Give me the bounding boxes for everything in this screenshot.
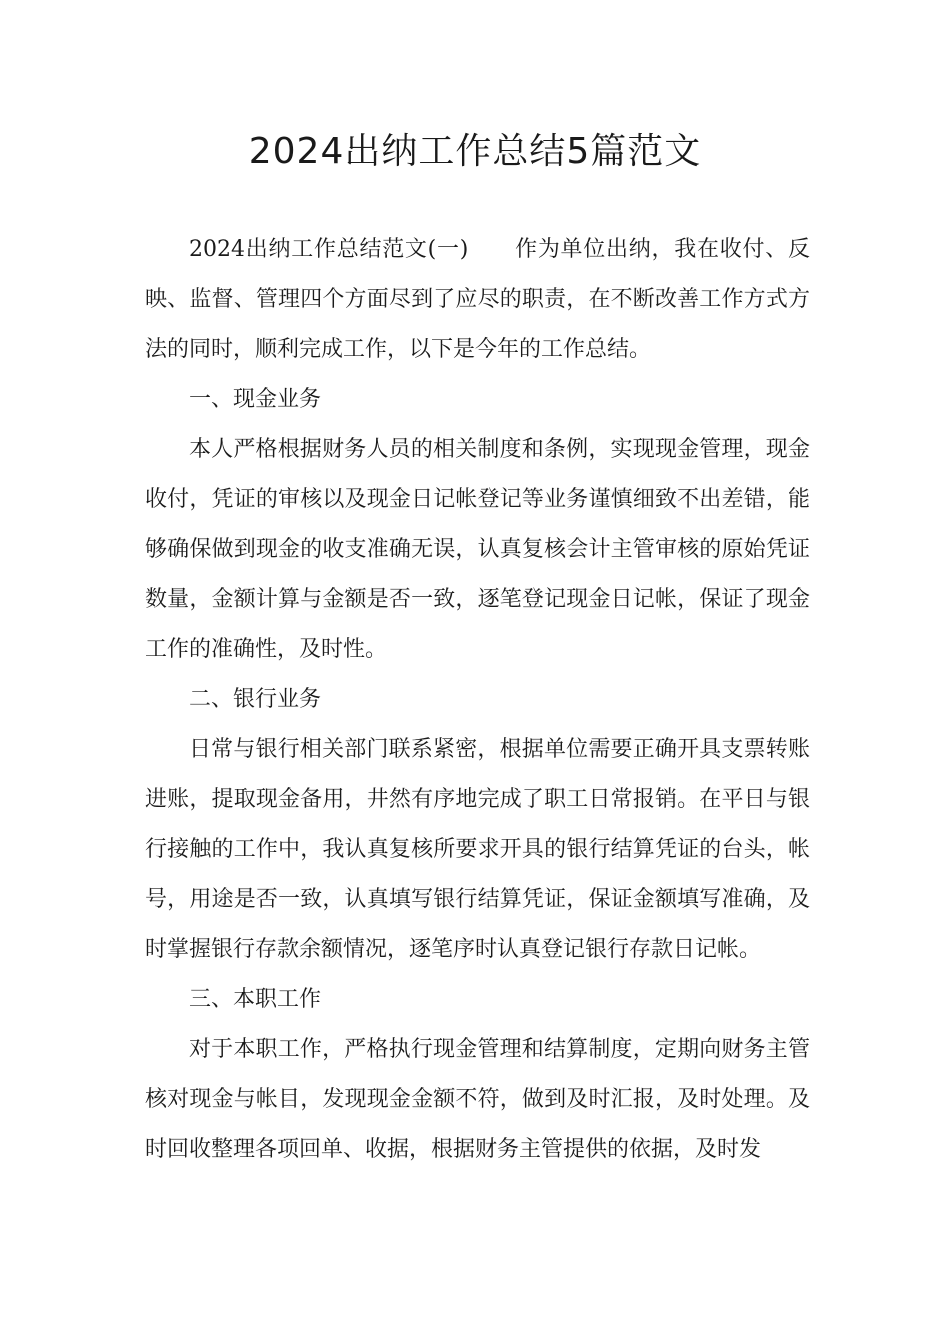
- intro-text: 作为单位出纳，我在收付、反映、监督、管理四个方面尽到了应尽的职责，在不断改善工作方式方法的同时，顺利完成工作，以下是今年的工作总结。: [145, 237, 810, 362]
- section-heading-duty: 三、本职工作: [189, 987, 322, 1012]
- section-heading-bank: 二、银行业务: [189, 687, 322, 712]
- section-body-cash: 本人严格根据财务人员的相关制度和条例，实现现金管理，现金收付，凭证的审核以及现金日记帐登记等业务谨慎细致不出差错，能够确保做到现金的收支准确无误，认真复核会计主管审核的原始凭证数量，金额计算与金额是否一致，逐笔登记现金日记帐，保证了现金工作的准确性，及时性。: [145, 437, 810, 662]
- section-heading-cash: 一、现金业务: [189, 387, 322, 412]
- document-body: [145, 225, 810, 1175]
- intro-subtitle: 2024出纳工作总结范文(一): [189, 237, 469, 262]
- document-title: 2024出纳工作总结5篇范文: [248, 131, 702, 172]
- section-body-bank: 日常与银行相关部门联系紧密，根据单位需要正确开具支票转账进账，提取现金备用，井然有序地完成了职工日常报销。在平日与银行接触的工作中，我认真复核所要求开具的银行结算凭证的台头，帐号，用途是否一致，认真填写银行结算凭证，保证金额填写准确，及时掌握银行存款余额情况，逐笔序时认真登记银行存款日记帐。: [145, 737, 810, 962]
- section-body-duty: 对于本职工作，严格执行现金管理和结算制度，定期向财务主管核对现金与帐目，发现现金金额不符，做到及时汇报，及时处理。及时回收整理各项回单、收据，根据财务主管提供的依据，及时发: [145, 1037, 810, 1162]
- intro-paragraph: [145, 225, 810, 375]
